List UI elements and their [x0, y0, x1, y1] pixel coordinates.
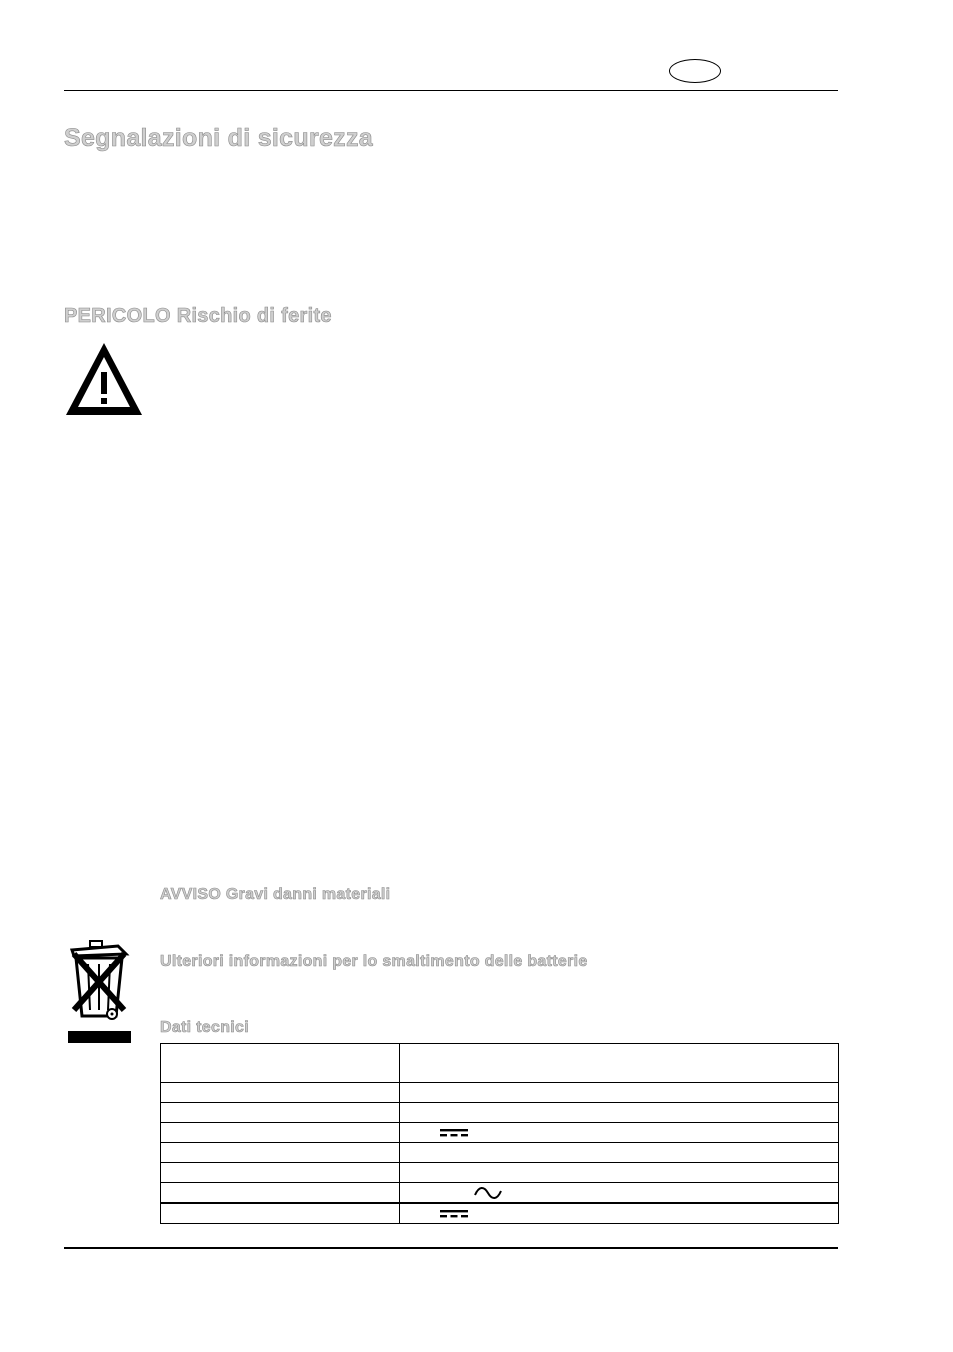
table-row — [161, 1163, 839, 1183]
table-cell-value — [400, 1123, 839, 1143]
table-cell-label — [161, 1123, 400, 1143]
technical-data-table — [160, 1043, 839, 1224]
table-row — [161, 1044, 839, 1083]
danger-heading: PERICOLO Rischio di ferite — [64, 305, 332, 327]
table-row — [161, 1083, 839, 1103]
table-cell-value — [400, 1163, 839, 1183]
alternating-current-icon — [474, 1186, 502, 1200]
page-title: Segnalazioni di sicurezza — [64, 124, 373, 152]
table-cell-value — [400, 1044, 839, 1083]
table-cell-label — [161, 1083, 400, 1103]
table-row — [161, 1143, 839, 1163]
header-rule — [64, 90, 838, 91]
table-row — [161, 1203, 839, 1224]
table-cell-label — [161, 1163, 400, 1183]
direct-current-icon — [440, 1128, 468, 1138]
crossed-out-wheelie-bin-icon — [66, 940, 132, 1044]
table-cell-label — [161, 1203, 400, 1224]
warning-triangle-icon — [64, 341, 144, 417]
table-cell-value — [400, 1203, 839, 1224]
table-row — [161, 1123, 839, 1143]
footer-rule — [64, 1247, 838, 1249]
table-cell-label — [161, 1183, 400, 1204]
table-cell-value — [400, 1183, 839, 1204]
table-row — [161, 1183, 839, 1204]
table-cell-label — [161, 1044, 400, 1083]
technical-data-heading: Dati tecnici — [160, 1019, 249, 1036]
table-cell-value — [400, 1103, 839, 1123]
battery-disposal-heading: Ulteriori informazioni per lo smaltimento delle batterie — [160, 953, 588, 970]
language-badge — [669, 59, 721, 83]
table-cell-label — [161, 1103, 400, 1123]
table-cell-value — [400, 1143, 839, 1163]
direct-current-icon — [440, 1209, 468, 1219]
table-cell-label — [161, 1143, 400, 1163]
table-row — [161, 1103, 839, 1123]
notice-heading: AVVISO Gravi danni materiali — [160, 886, 391, 903]
table-cell-value — [400, 1083, 839, 1103]
